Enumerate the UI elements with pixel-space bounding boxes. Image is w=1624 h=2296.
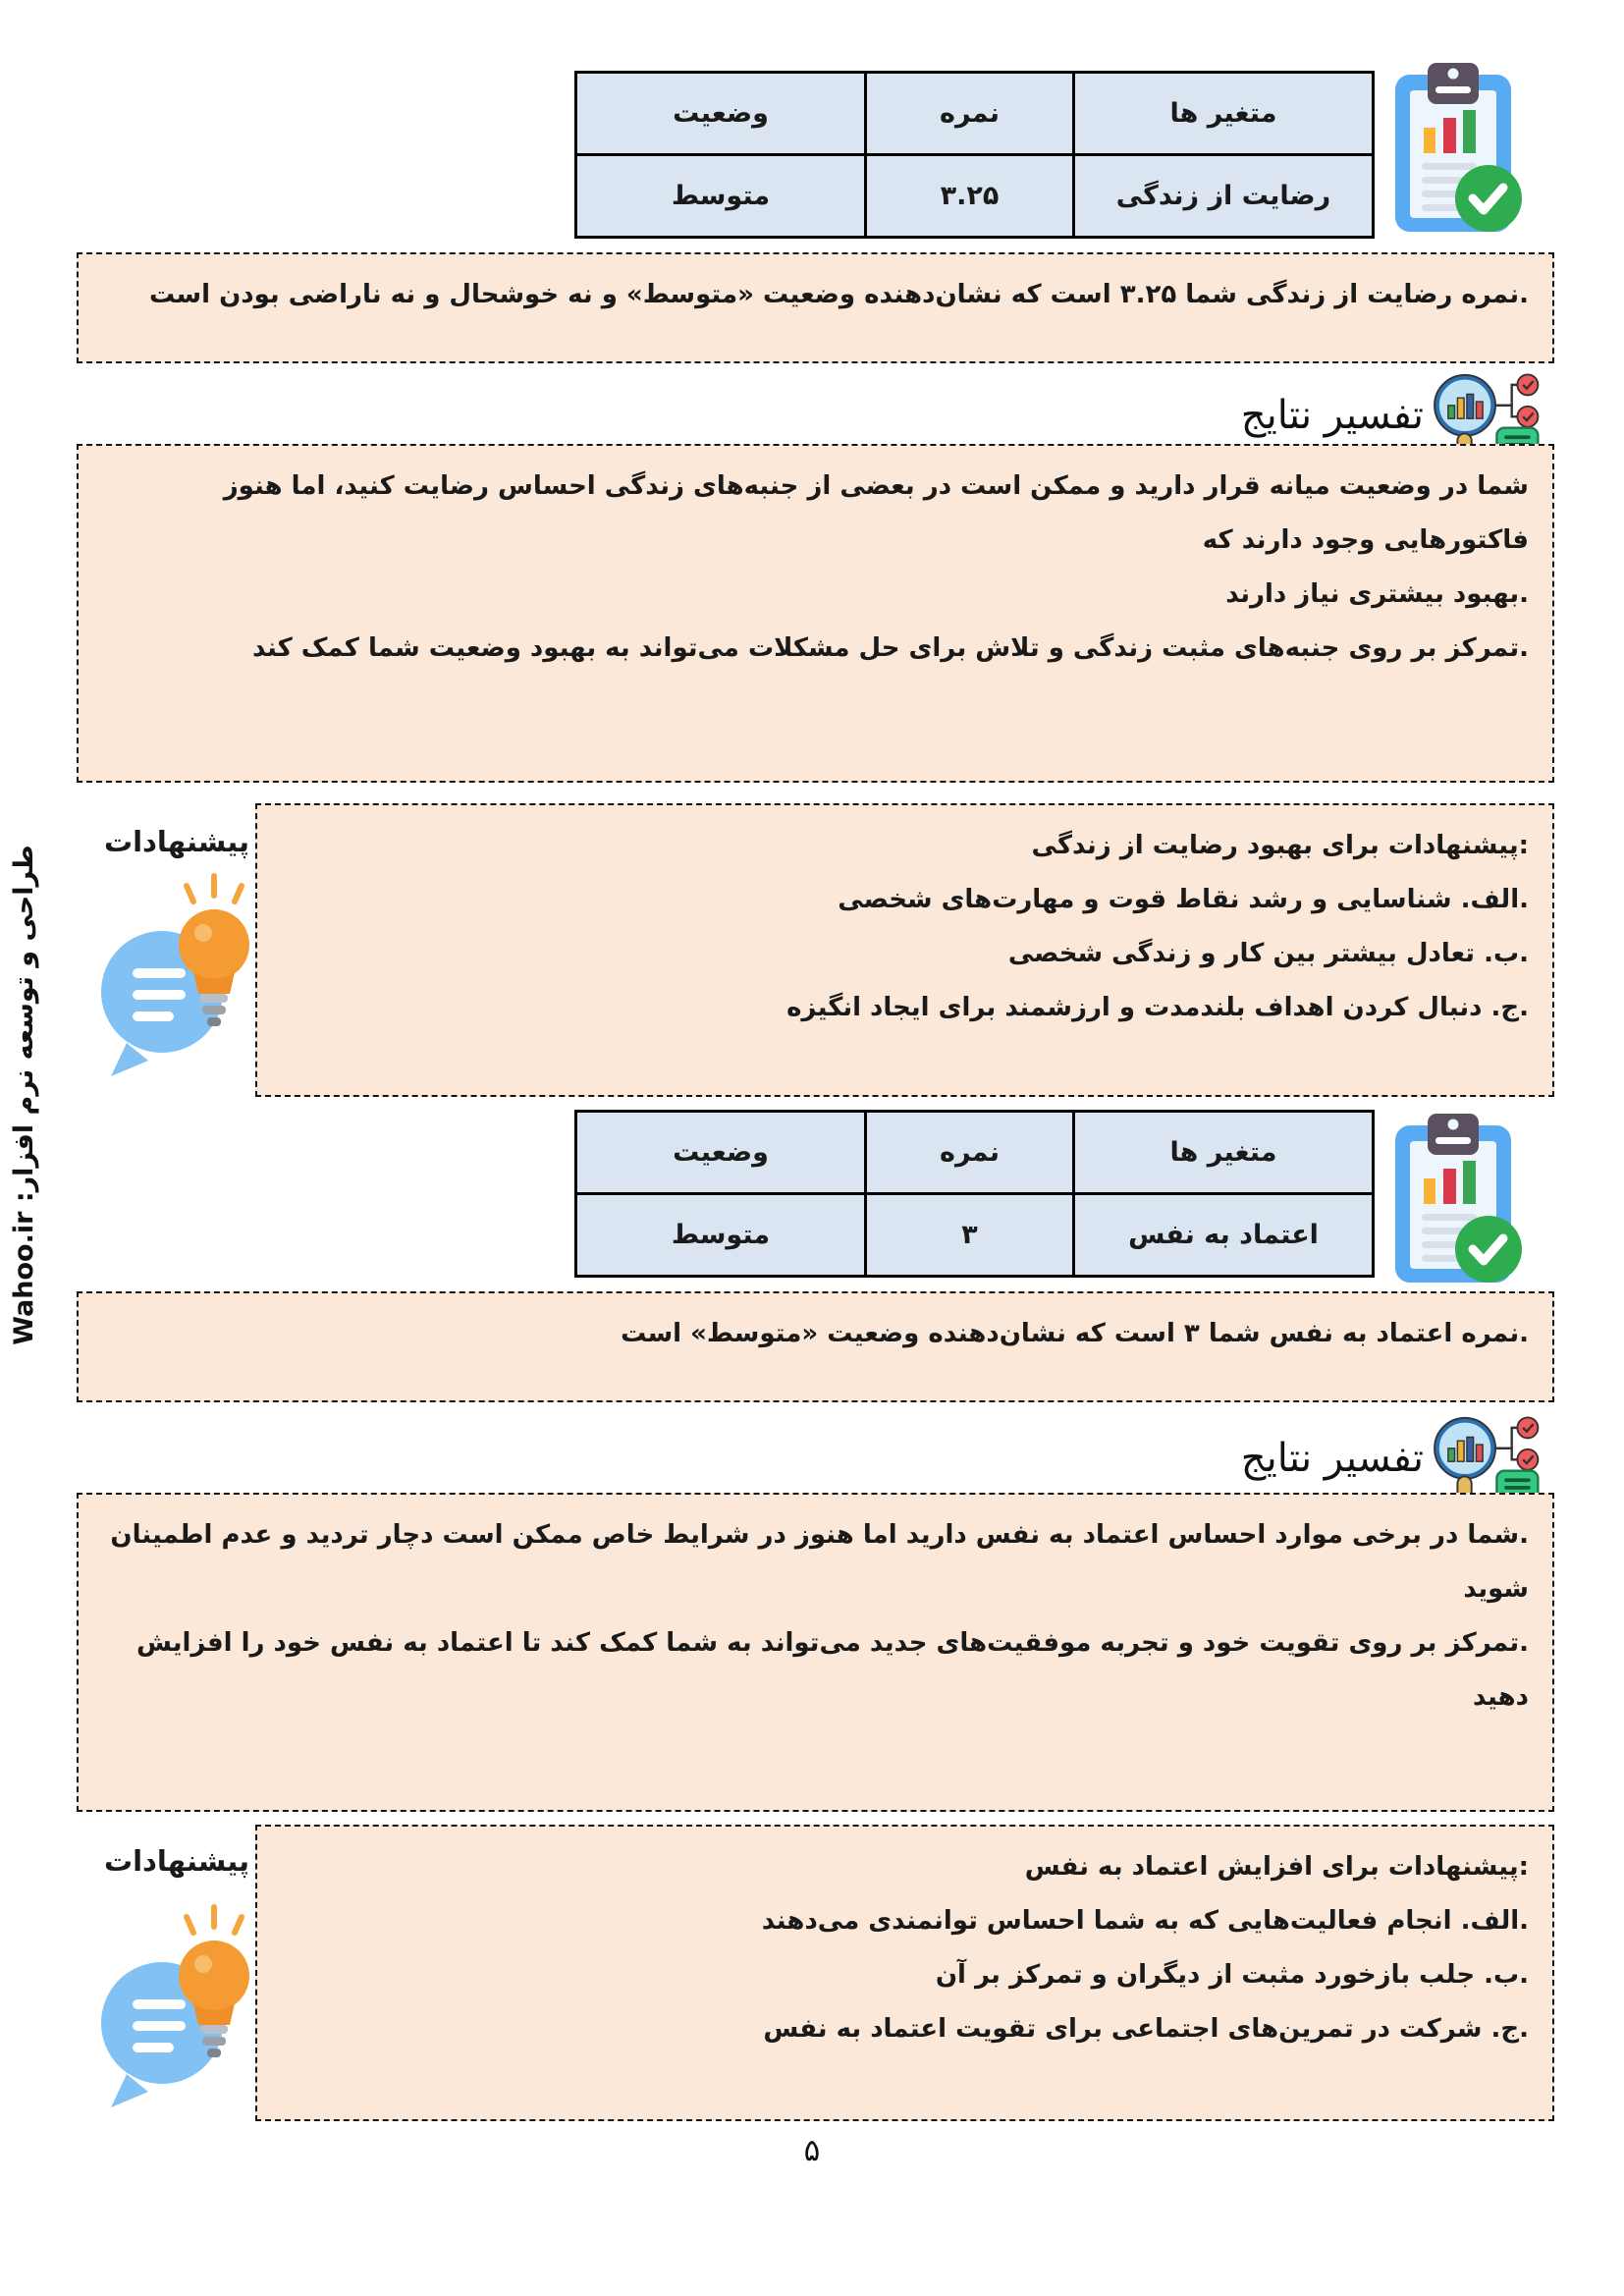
table-data-row (576, 155, 1374, 238)
interpretation-line: .تمرکز بر روی جنبه‌های مثبت زندگی و تلاش برای حل مشکلات می‌تواند به بهبود وضعیت شما کمک کند (251, 633, 1529, 663)
clipboard-checklist-icon (1387, 57, 1525, 236)
header-score: نمره (866, 1112, 1074, 1194)
header-score: نمره (866, 73, 1074, 155)
header-status: وضعیت (576, 1112, 866, 1194)
interpretation-line: .شما در برخی موارد احساس اعتماد به نفس دارید اما هنوز در شرایط خاص ممکن است دچار تردید و عدم اطمینان شوید (110, 1520, 1529, 1604)
suggestions-box-1 (255, 803, 1554, 1097)
cell-score: ۳.۲۵ (866, 155, 1074, 238)
page-number: ۵ (803, 2133, 821, 2168)
variables-table-2 (574, 1110, 1375, 1278)
suggestion-line: .ج. دنبال کردن اهداف بلندمدت و ارزشمند برای ایجاد انگیزه (786, 993, 1529, 1022)
suggestion-line: :پیشنهادات برای افزایش اعتماد به نفس (1024, 1852, 1529, 1882)
suggestion-line: :پیشنهادات برای بهبود رضایت از زندگی (1031, 831, 1529, 860)
interpretation-line: شما در وضعیت میانه قرار دارید و ممکن است در بعضی از جنبه‌های زندگی احساس رضایت کنید، اما هنوز فاکتورهایی وجود دارند که (223, 471, 1529, 555)
interpretation-heading-2: تفسیر نتایج (1240, 1436, 1424, 1481)
cell-status: متوسط (576, 155, 866, 238)
suggestion-line: .الف. انجام فعالیت‌هایی که به شما احساس توانمندی می‌دهند (761, 1906, 1529, 1936)
table-header-row (576, 73, 1374, 155)
header-variables: متغیر ها (1074, 73, 1374, 155)
suggestions-label-2: پیشنهادات (103, 1844, 250, 1878)
interpretation-box-1 (77, 444, 1554, 783)
result-summary-box-1 (77, 252, 1554, 363)
suggestions-box-2 (255, 1825, 1554, 2121)
suggestion-line: .الف. شناسایی و رشد نقاط قوت و مهارت‌های شخصی (838, 885, 1529, 914)
header-status: وضعیت (576, 73, 866, 155)
interpretation-line: .تمرکز بر روی تقویت خود و تجربه موفقیت‌های جدید می‌تواند به شما کمک کند تا اعتماد به نفس خود را افزایش دهید (136, 1628, 1529, 1712)
suggestions-bulb-icon (83, 1895, 258, 2119)
interpretation-heading-1: تفسیر نتایج (1240, 393, 1424, 438)
credit-text: طراحی و توسعه نرم افزار: Wahoo.ir (9, 845, 39, 1345)
result-summary-box-2 (77, 1291, 1554, 1402)
cell-score: ۳ (866, 1194, 1074, 1277)
suggestions-bulb-icon (83, 864, 258, 1088)
suggestion-line: .ج. شرکت در تمرین‌های اجتماعی برای تقویت اعتماد به نفس (763, 2014, 1529, 2044)
variables-table-1 (574, 71, 1375, 239)
suggestion-line: .ب. تعادل بیشتر بین کار و زندگی شخصی (1007, 939, 1529, 968)
table-header-row (576, 1112, 1374, 1194)
interpretation-line: .بهبود بیشتری نیاز دارند (1225, 579, 1529, 609)
suggestion-line: .ب. جلب بازخورد مثبت از دیگران و تمرکز بر آن (935, 1960, 1529, 1990)
result-summary-text: .نمره اعتماد به نفس شما ۳ است که نشان‌دهنده وضعیت «متوسط» است (621, 1319, 1529, 1348)
suggestions-label-1: پیشنهادات (103, 825, 250, 858)
interpretation-box-2 (77, 1493, 1554, 1812)
clipboard-checklist-icon (1387, 1108, 1525, 1286)
cell-variable: رضایت از زندگی (1074, 155, 1374, 238)
header-variables: متغیر ها (1074, 1112, 1374, 1194)
cell-variable: اعتماد به نفس (1074, 1194, 1374, 1277)
table-data-row (576, 1194, 1374, 1277)
result-summary-text: .نمره رضایت از زندگی شما ۳.۲۵ است که نشان‌دهنده وضعیت «متوسط» و نه خوشحال و نه ناراضی بودن است (149, 280, 1529, 309)
cell-status: متوسط (576, 1194, 866, 1277)
